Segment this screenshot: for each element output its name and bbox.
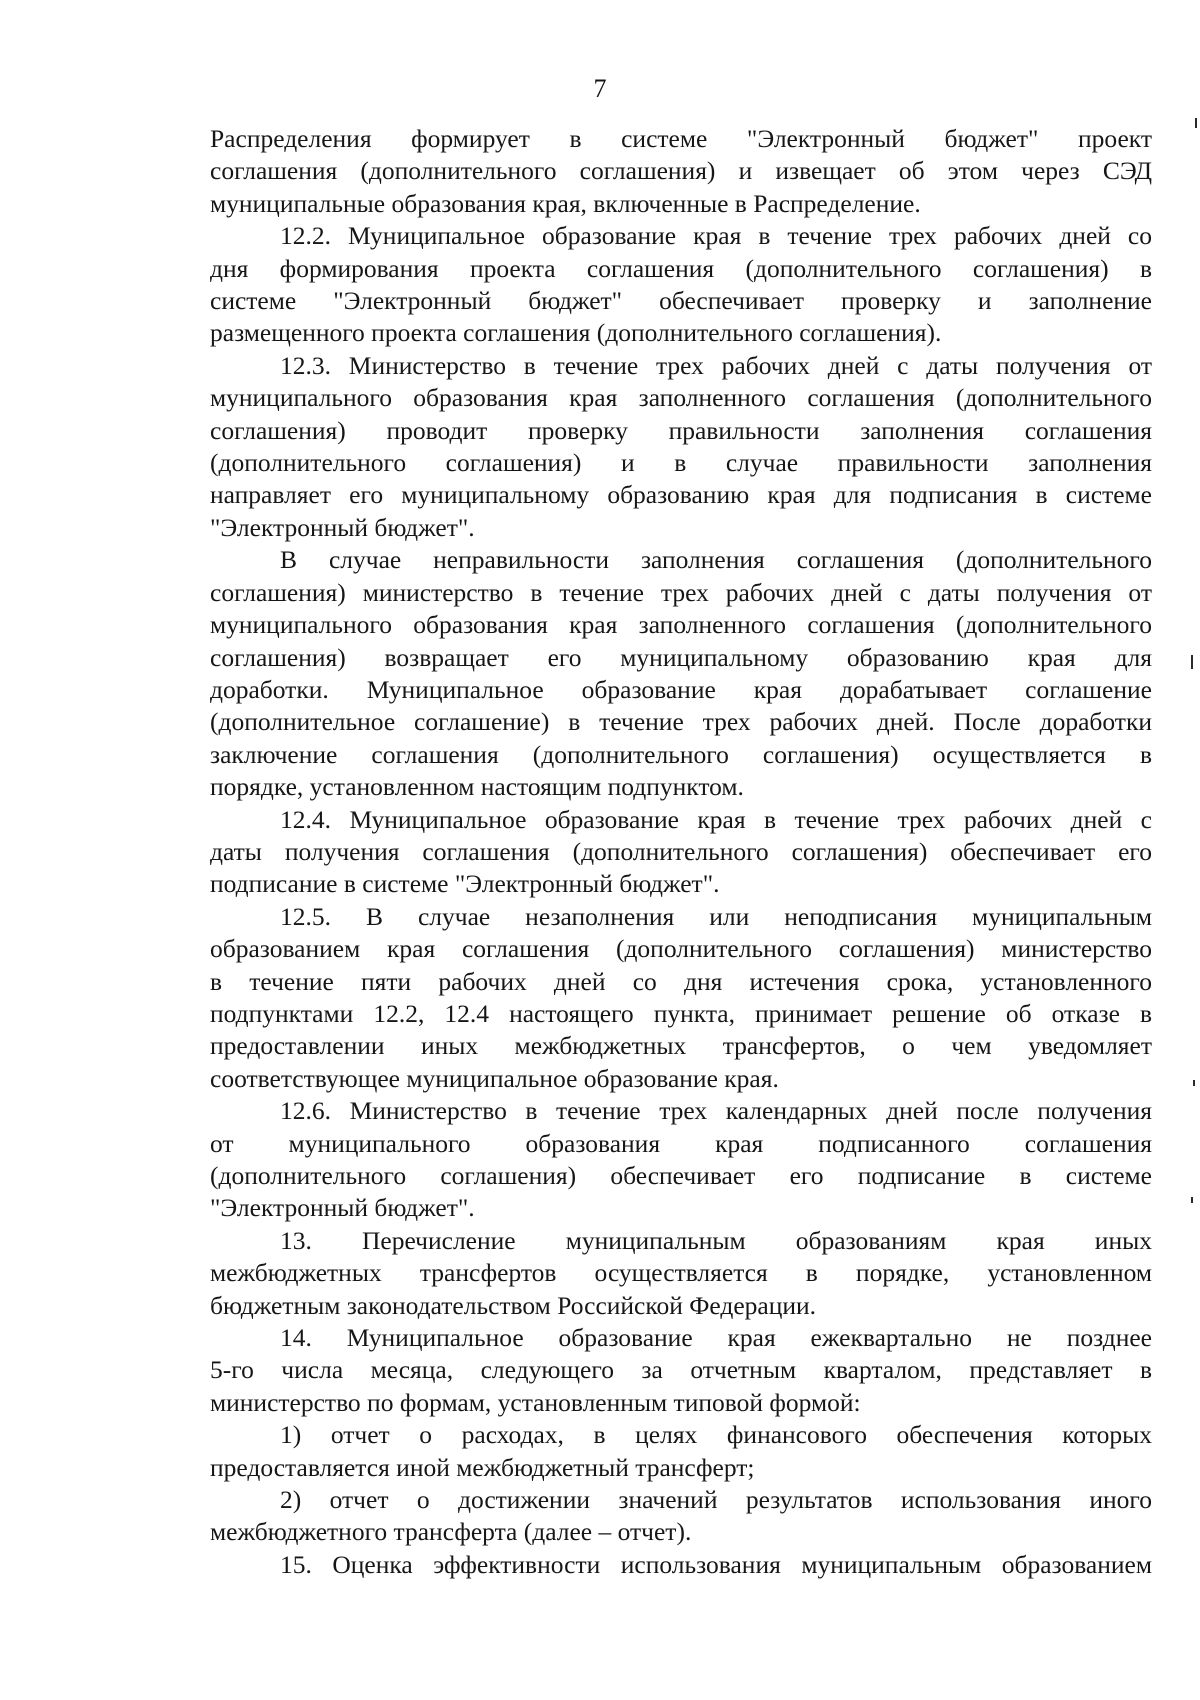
paragraph-12-6: [210, 1095, 1152, 1225]
text-line: 5-го числа месяца, следующего за отчетным кварталом, представляет в: [210, 1355, 1152, 1385]
text-line: подпунктами 12.2, 12.4 настоящего пункта, принимает решение об отказе в: [210, 998, 1152, 1028]
text-line: направляет его муниципальному образованию края для подписания в системе: [210, 480, 1152, 510]
text-line: муниципальные образования края, включенные в Распределение.: [210, 188, 921, 218]
text-line: 13. Перечисление муниципальным образованиям края иных: [280, 1225, 1152, 1255]
paragraph-15: [210, 1549, 1152, 1581]
paragraph-12-4: [210, 804, 1152, 901]
text-line: 14. Муниципальное образование края ежеквартально не позднее: [280, 1323, 1152, 1353]
text-line: "Электронный бюджет".: [210, 1193, 475, 1223]
text-line: даты получения соглашения (дополнительного соглашения) обеспечивает его: [210, 836, 1152, 866]
text-line: 15. Оценка эффективности использования муниципальным образованием: [280, 1549, 1152, 1579]
text-line: муниципального образования края заполненного соглашения (дополнительного: [210, 610, 1152, 640]
text-line: (дополнительное соглашение) в течение трех рабочих дней. После доработки: [210, 707, 1152, 737]
text-line: министерство по формам, установленным типовой формой:: [210, 1387, 861, 1417]
text-line: "Электронный бюджет".: [210, 512, 475, 542]
text-line: предоставляется иной межбюджетный трансферт;: [210, 1452, 755, 1482]
text-line: 12.2. Муниципальное образование края в течение трех рабочих дней со: [280, 221, 1152, 251]
text-line: муниципального образования края заполненного соглашения (дополнительного: [210, 383, 1152, 413]
text-line: соответствующее муниципальное образование края.: [210, 1063, 779, 1093]
text-line: соглашения) министерство в течение трех рабочих дней с даты получения от: [210, 577, 1152, 607]
paragraph-14-item-2: [210, 1484, 1152, 1549]
text-line: соглашения) проводит проверку правильности заполнения соглашения: [210, 415, 1152, 445]
scan-artifact: [1191, 655, 1193, 669]
text-line: (дополнительного соглашения) обеспечивает его подписание в системе: [210, 1161, 1152, 1190]
paragraph-13: [210, 1225, 1152, 1322]
text-line: системе "Электронный бюджет" обеспечивает проверку и заполнение: [210, 286, 1152, 316]
text-line: порядке, установленном настоящим подпунктом.: [210, 772, 744, 802]
paragraph-12-5: [210, 901, 1152, 1095]
text-line: 2) отчет о достижении значений результатов использования иного: [280, 1485, 1152, 1515]
text-line: 1) отчет о расходах, в целях финансового обеспечения которых: [280, 1420, 1152, 1450]
text-line: в течение пяти рабочих дней со дня истечения срока, установленного: [210, 966, 1152, 996]
scan-artifact: [1195, 118, 1197, 128]
scan-artifact: [1191, 1197, 1193, 1203]
paragraph-12-3: [210, 350, 1152, 544]
text-line: соглашения) возвращает его муниципальному образованию края для: [210, 642, 1152, 672]
text-line: 12.6. Министерство в течение трех календарных дней после получения: [280, 1096, 1152, 1126]
text-line: Распределения формирует в системе "Электронный бюджет" проект: [210, 124, 1152, 153]
text-line: (дополнительного соглашения) и в случае правильности заполнения: [210, 448, 1152, 478]
text-line: доработки. Муниципальное образование края дорабатывает соглашение: [210, 674, 1152, 704]
text-line: 12.4. Муниципальное образование края в течение трех рабочих дней с: [280, 804, 1152, 834]
text-line: предоставлении иных межбюджетных трансфертов, о чем уведомляет: [210, 1031, 1152, 1061]
text-line: 12.5. В случае незаполнения или неподписания муниципальным: [280, 901, 1152, 931]
text-line: бюджетным законодательством Российской Федерации.: [210, 1290, 817, 1320]
paragraph-14-item-1: [210, 1419, 1152, 1484]
document-body: [210, 123, 1152, 1581]
text-line: межбюджетных трансфертов осуществляется в порядке, установленном: [210, 1258, 1152, 1288]
page-number: 7: [593, 74, 607, 103]
text-line: образованием края соглашения (дополнительного соглашения) министерство: [210, 934, 1152, 964]
text-line: подписание в системе "Электронный бюджет".: [210, 869, 720, 899]
text-line: соглашения (дополнительного соглашения) и извещает об этом через СЭД: [210, 156, 1152, 186]
paragraph-continuation: [210, 123, 1152, 220]
text-line: заключение соглашения (дополнительного соглашения) осуществляется в: [210, 739, 1152, 769]
paragraph-12-2: [210, 220, 1152, 350]
scan-artifact: [1193, 1080, 1195, 1086]
text-line: размещенного проекта соглашения (дополнительного соглашения).: [210, 318, 942, 348]
text-line: от муниципального образования края подписанного соглашения: [210, 1128, 1152, 1158]
paragraph-12-3-incorrect-filling: [210, 544, 1152, 803]
text-line: межбюджетного трансферта (далее – отчет).: [210, 1517, 692, 1547]
text-line: 12.3. Министерство в течение трех рабочих дней с даты получения от: [280, 350, 1152, 380]
text-line: В случае неправильности заполнения соглашения (дополнительного: [280, 545, 1152, 575]
text-line: дня формирования проекта соглашения (дополнительного соглашения) в: [210, 253, 1152, 283]
paragraph-14: [210, 1322, 1152, 1419]
